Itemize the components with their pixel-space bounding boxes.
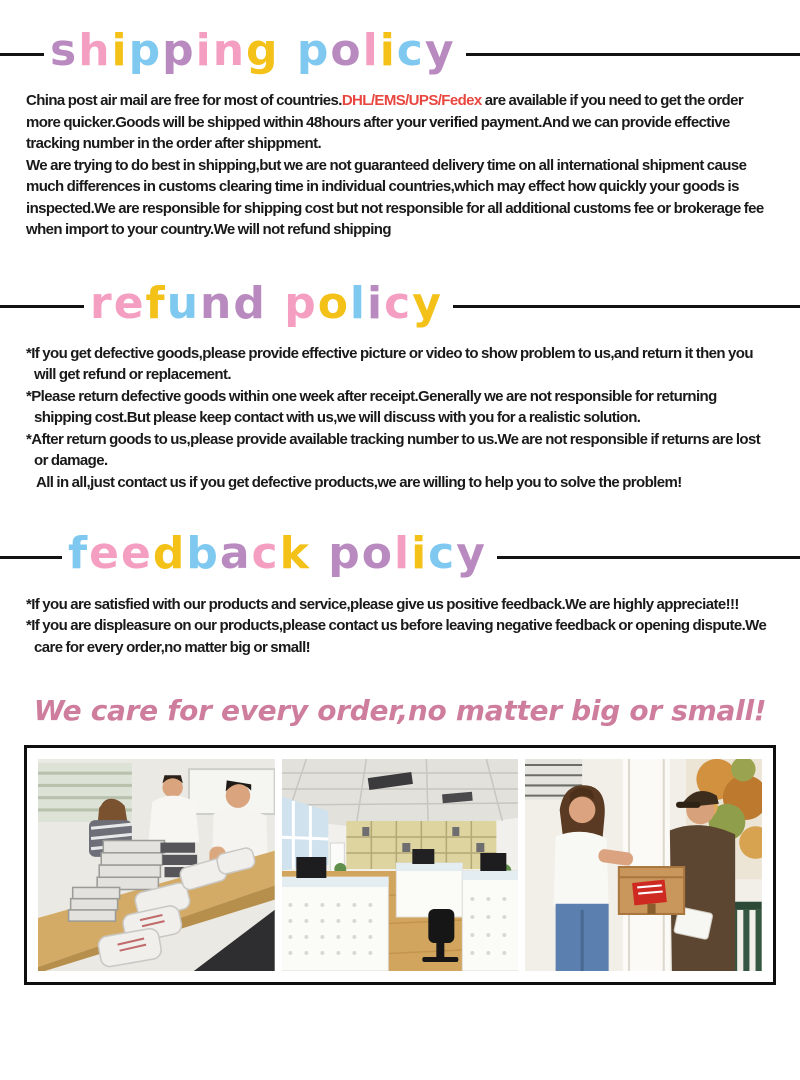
refund-footer-note: All in all,just contact us if you get defective products,we are willing to help you to solve the problem! (36, 473, 682, 491)
shipping-heading-row (0, 25, 800, 80)
divider-line (0, 556, 62, 559)
refund-policy-title: refund policy (90, 277, 443, 329)
feedback-policy-text (26, 594, 774, 659)
shipping-text-after: are available if you need to get the order more quicker.Goods will be shipped within 48hours after your verified payment.And we can provide effective tracking number in the order after shippment. (26, 92, 744, 153)
feedback-item: *If you are satisfied with our products and service,please give us positive feedback.We are highly appreciate!!! (26, 595, 739, 613)
care-tagline: We care for every order,no matter big or small! (33, 694, 767, 728)
shipping-paragraph-2: We are trying to do best in shipping,but we are not guaranteed delivery time on all international shipment cause much differences in customs clearing time in individual countries,which may effect how quickly your goods is inspected.We are responsible for shipping cost but not responsible for all additional customs fee or brokerage fee when import to your country.We will not refund shipping (26, 156, 764, 239)
photo-strip (24, 745, 776, 985)
warehouse-packing-illustration (38, 759, 275, 971)
feedback-item: *If you are displeasure on our products,please contact us before leaving negative feedback or opening dispute.We care for every order,no matter big or small! (26, 617, 767, 656)
section-shipping-policy (0, 25, 800, 241)
refund-item: *If you get defective goods,please provide effective picture or video to show problem to us,and return it then you will get refund or replacement. (26, 344, 753, 384)
carriers-highlight: DHL/EMS/UPS/Fedex (341, 92, 482, 110)
warehouse-packing-photo (38, 759, 275, 971)
office-interior-illustration (282, 759, 519, 971)
refund-heading-row (0, 277, 800, 333)
refund-item: *After return goods to us,please provide available tracking number to us.We are not responsible if returns are lost or damage. (26, 430, 761, 470)
shipping-text-before: China post air mail are free for most of countries. (26, 92, 342, 110)
shipping-paragraph-1 (26, 90, 774, 155)
divider-line (466, 53, 800, 56)
shipping-policy-text (26, 90, 774, 241)
divider-line (497, 556, 800, 559)
divider-line (0, 305, 84, 308)
feedback-policy-title: feedback policy (68, 528, 487, 580)
parcel-box (619, 867, 684, 914)
divider-line (453, 305, 800, 308)
feedback-heading-row (0, 528, 800, 583)
courier-delivery-photo (525, 759, 762, 971)
refund-item: *Please return defective goods within one week after receipt.Generally we are not responsible for returning shipping cost.But please keep contact with us,we will discuss with you for a realistic solution. (26, 387, 717, 427)
section-refund-policy (0, 277, 800, 494)
courier-delivery-illustration (525, 759, 762, 971)
office-interior-photo (282, 759, 519, 971)
divider-line (0, 53, 44, 56)
refund-policy-text (26, 343, 774, 494)
section-feedback-policy (0, 528, 800, 658)
shipping-policy-title: shipping policy (50, 25, 456, 76)
